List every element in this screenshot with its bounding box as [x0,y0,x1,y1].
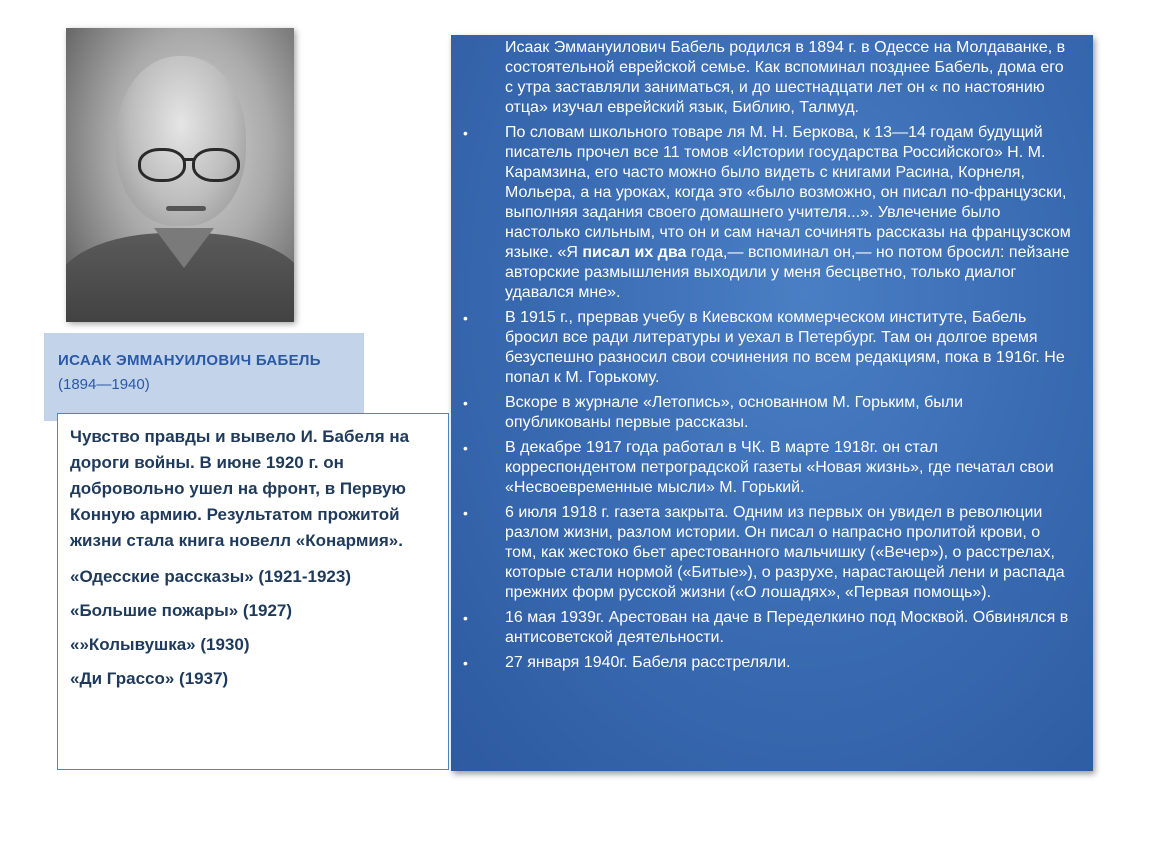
bio-item: • 6 июля 1918 г. газета закрыта. Одним из первых он увидел в революции разлом жизни, разлом истории. Он писал о напрасно пролитой крови, о том, как жестоко бьет арестованного мальчишку («Вечер»), о расстрелах, которые стали нормой («Битые»), о разрухе, нарастающей лени и распада прежних форм русской жизни («О лошадях», «Первая помощь»). [463,504,1065,601]
face-shape [116,56,246,226]
bio-item: • 16 мая 1939г. Арестован на даче в Переделкино под Москвой. Обвинялся в антисоветской деятельности. [463,609,1069,646]
bio-item: • По словам школьного товаре ля М. Н. Беркова, к 13—14 годам будущий писатель прочел все 11 томов «Истории государства Российского» Н. М. Карамзина, его часто можно было видеть с книгами Расина, Корнеля, Мольера, а на уроках, когда это «было возможно, он писал по-французски, выполняя задания своего домашнего учителя...». Увлечение было настолько сильным, что он и сам начал сочинять рассказы на французском языке. «Я писал их два года,— вспоминал он,— но потом бросил: пейзане авторские размышления выходили у меня бесцветно, только диалог удавался мне». [463,124,1071,301]
bullet: • [463,310,468,326]
biography-panel [451,35,1093,771]
bio-item: • 27 января 1940г. Бабеля расстреляли. [463,654,791,671]
work-title: «Большие пожары» (1927) [70,601,293,620]
works-textbox [57,413,449,770]
work-title: «Одесские рассказы» (1921-1923) [70,567,352,586]
bullet: • [463,655,468,671]
bio-item: Исаак Эммануилович Бабель родился в 1894 г. в Одессе на Молдаванке, в состоятельной еврейской семье. Как вспоминал позднее Бабель, дома его с утра заставляли заниматься, и до шестнадцати лет он « по настоянию отца» изучал еврейский язык, Библию, Талмуд. [505,39,1066,116]
bullet: • [463,440,468,456]
mouth-shape [166,206,206,211]
bullet: • [463,395,468,411]
intro-paragraph: Чувство правды и вывело И. Бабеля на дороги войны. В июне 1920 г. он добровольно ушел на фронт, в Первую Конную армию. Результатом прожитой жизни стала книга новелл «Конармия». [70,427,410,550]
name-caption [44,333,364,421]
work-title: «Ди Грассо» (1937) [70,669,229,688]
bullet: • [463,505,468,521]
bio-item: • В 1915 г., прервав учебу в Киевском коммерческом институте, Бабель бросил все ради литературы и уехал в Петербург. Там он долгое время безуспешно разносил свои сочинения по всем редакциям, пока в 1916г. Не попал к М. Горькому. [463,309,1065,386]
work-title: «»Колывушка» (1930) [70,635,250,654]
bullet: • [463,125,468,141]
glasses-left-lens [138,148,186,182]
bio-item: • Вскоре в журнале «Летопись», основанном М. Горьким, были опубликованы первые рассказы. [463,394,964,431]
author-years: (1894—1940) [58,376,150,393]
glasses-right-lens [192,148,240,182]
author-name: ИСААК ЭММАНУИЛОВИЧ БАБЕЛЬ [58,352,321,369]
emphasis-text: писал их два [582,244,687,261]
bullet: • [463,610,468,626]
bio-item: • В декабре 1917 года работал в ЧК. В марте 1918г. он стал корреспондентом петроградской газеты «Новая жизнь», где печатал свои «Несвоевременные мысли» М. Горький. [463,439,1054,496]
portrait-photo [66,28,294,322]
